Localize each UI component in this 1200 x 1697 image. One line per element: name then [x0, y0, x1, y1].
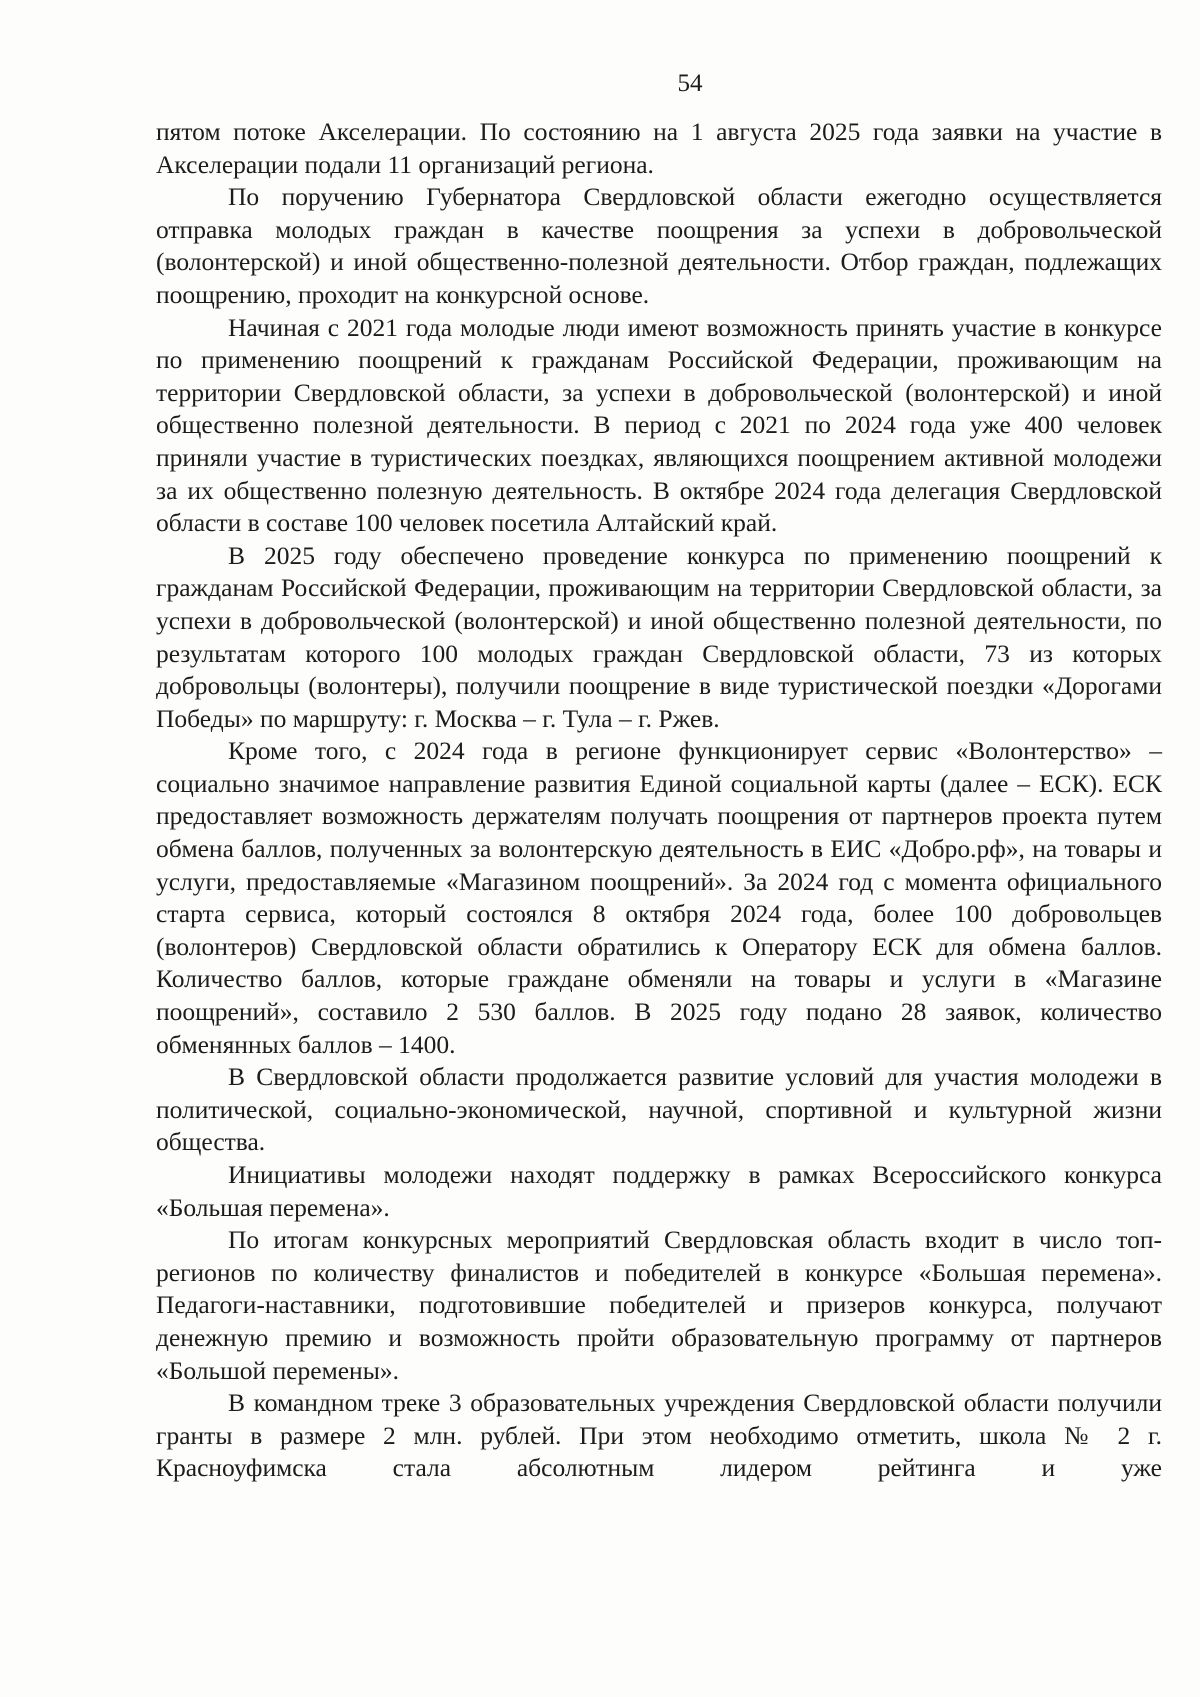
- paragraph-team-track: В командном треке 3 образовательных учреждения Свердловской области получили гранты в размере 2 млн. рублей. При этом необходимо отметить, школа № 2 г. Красноуфимска стала абсолютным лидером рейтинга и уже: [156, 1388, 1162, 1483]
- paragraph-contest-2025: В 2025 году обеспечено проведение конкурса по применению поощрений к гражданам Российской Федерации, проживающим на территории Свердловской области, за успехи в добровольческой (волонтерской) и иной общественно полезной деятельности, по результатам которого 100 молодых граждан Свердловской области, 73 из которых добровольцы (волонтеры), получили поощрение в виде туристической поездки «Дорогами Победы» по маршруту: г. Москва – г. Тула – г. Ржев.: [156, 540, 1162, 733]
- paragraph-volunteering-service: Кроме того, с 2024 года в регионе функционирует сервис «Волонтерство» – социально значимое направление развития Единой социальной карты (далее – ЕСК). ЕСК предоставляет возможность держателям получать поощрения от партнеров проекта путем обмена баллов, полученных за волонтерскую деятельность в ЕИС «Добро.рф», на товары и услуги, предоставляемые «Магазином поощрений». За 2024 год с момента официального старта сервиса, который состоялся 8 октября 2024 года, более 100 добровольцев (волонтеров) Свердловской области обратились к Оператору ЕСК для обмена баллов. Количество баллов, которые граждане обменяли на товары и услуги в «Магазине поощрений», составило 2 530 баллов. В 2025 году подано 28 заявок, количество обменянных баллов – 1400.: [156, 736, 1162, 1059]
- page-number: 54: [677, 70, 703, 97]
- paragraph-governor-commission: По поручению Губернатора Свердловской области ежегодно осуществляется отправка молодых граждан в качестве поощрения за успехи в добровольческой (волонтерской) и иной общественно-полезной деятельности. Отбор граждан, подлежащих поощрению, проходит на конкурсной основе.: [156, 182, 1162, 309]
- paragraph-contest-results: По итогам конкурсных мероприятий Свердловская область входит в число топ-регионов по количеству финалистов и победителей в конкурсе «Большая перемена». Педагоги-наставники, подготовившие победителей и призеров конкурса, получают денежную премию и возможность пройти образовательную программу от партнеров «Большой перемены».: [156, 1225, 1162, 1385]
- paragraph-youth-initiatives: Инициативы молодежи находят поддержку в рамках Всероссийского конкурса «Большая перемена».: [156, 1160, 1162, 1222]
- paragraph-youth-conditions: В Свердловской области продолжается развитие условий для участия молодежи в политической, социально-экономической, научной, спортивной и культурной жизни общества.: [156, 1062, 1162, 1157]
- document-body: [156, 116, 1162, 1485]
- paragraph-contest-since-2021: Начиная с 2021 года молодые люди имеют возможность принять участие в конкурсе по применению поощрений к гражданам Российской Федерации, проживающим на территории Свердловской области, за успехи в добровольческой (волонтерской) и иной общественно полезной деятельности. В период с 2021 по 2024 года уже 400 человек приняли участие в туристических поездках, являющихся поощрением активной молодежи за их общественно полезную деятельность. В октябре 2024 года делегация Свердловской области в составе 100 человек посетила Алтайский край.: [156, 312, 1162, 538]
- paragraph-accelerator: пятом потоке Акселерации. По состоянию на 1 августа 2025 года заявки на участие в Акселерации подали 11 организаций региона.: [156, 117, 1162, 179]
